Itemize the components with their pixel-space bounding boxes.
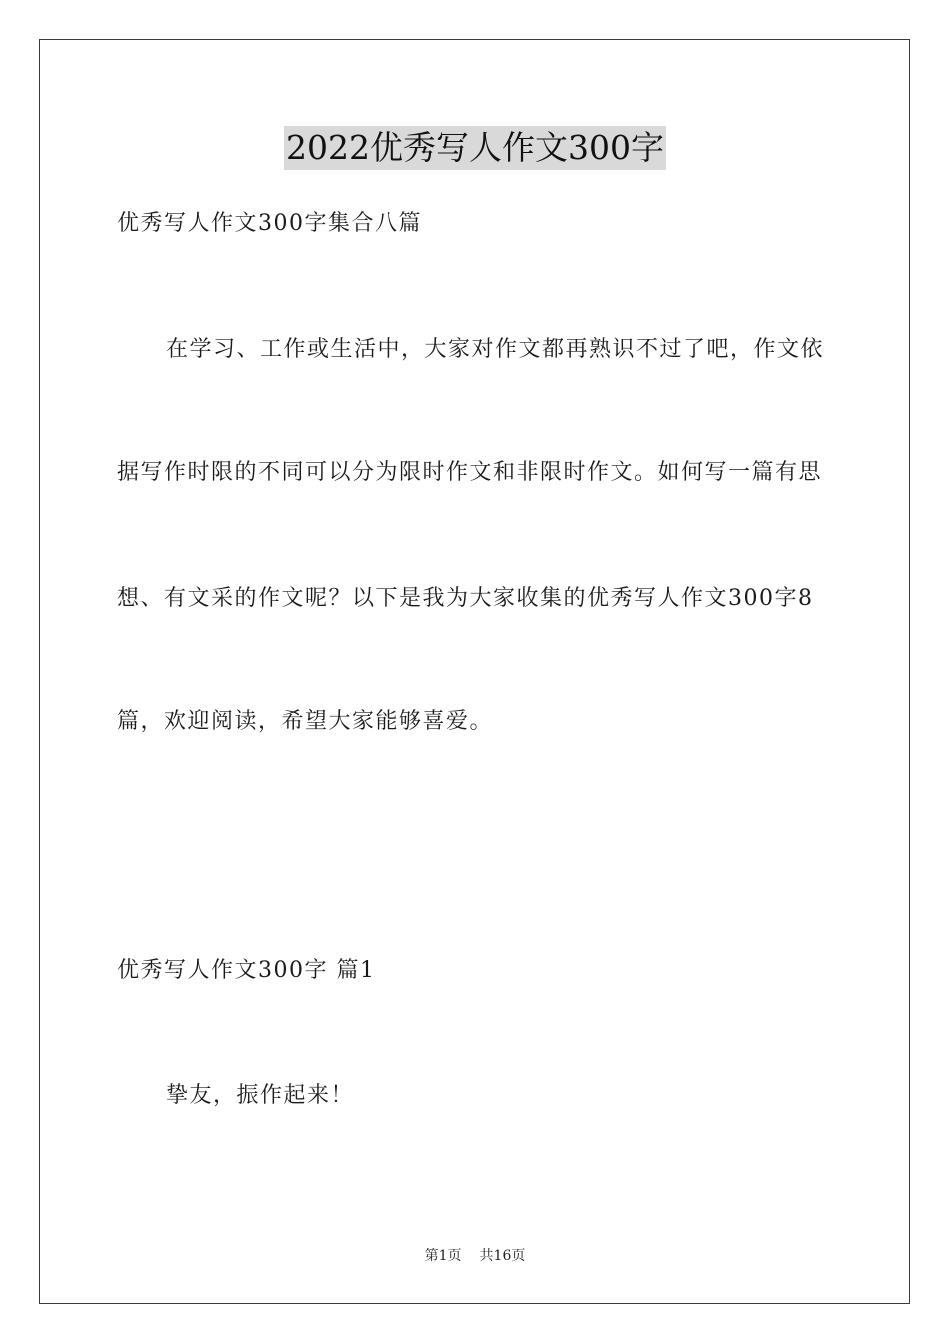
page-number-current: 第1页	[424, 1248, 462, 1264]
document-title: 2022优秀写人作文300字	[284, 126, 666, 170]
section-heading: 优秀写人作文300字 篇1	[117, 958, 376, 983]
intro-paragraph-line: 在学习、工作或生活中，大家对作文都再熟识不过了吧，作文依	[166, 337, 825, 362]
intro-paragraph-line: 篇，欢迎阅读，希望大家能够喜爱。	[117, 709, 494, 734]
document-subtitle: 优秀写人作文300字集合八篇	[117, 211, 422, 236]
intro-paragraph-line: 据写作时限的不同可以分为限时作文和非限时作文。如何写一篇有思	[117, 460, 823, 485]
intro-paragraph-line: 想、有文采的作文呢？以下是我为大家收集的优秀写人作文300字8	[117, 586, 814, 611]
title-container	[0, 126, 950, 170]
page-footer	[0, 1246, 950, 1266]
page-number-total: 共16页	[479, 1248, 526, 1264]
section-body-line: 挚友，振作起来！	[166, 1083, 355, 1108]
